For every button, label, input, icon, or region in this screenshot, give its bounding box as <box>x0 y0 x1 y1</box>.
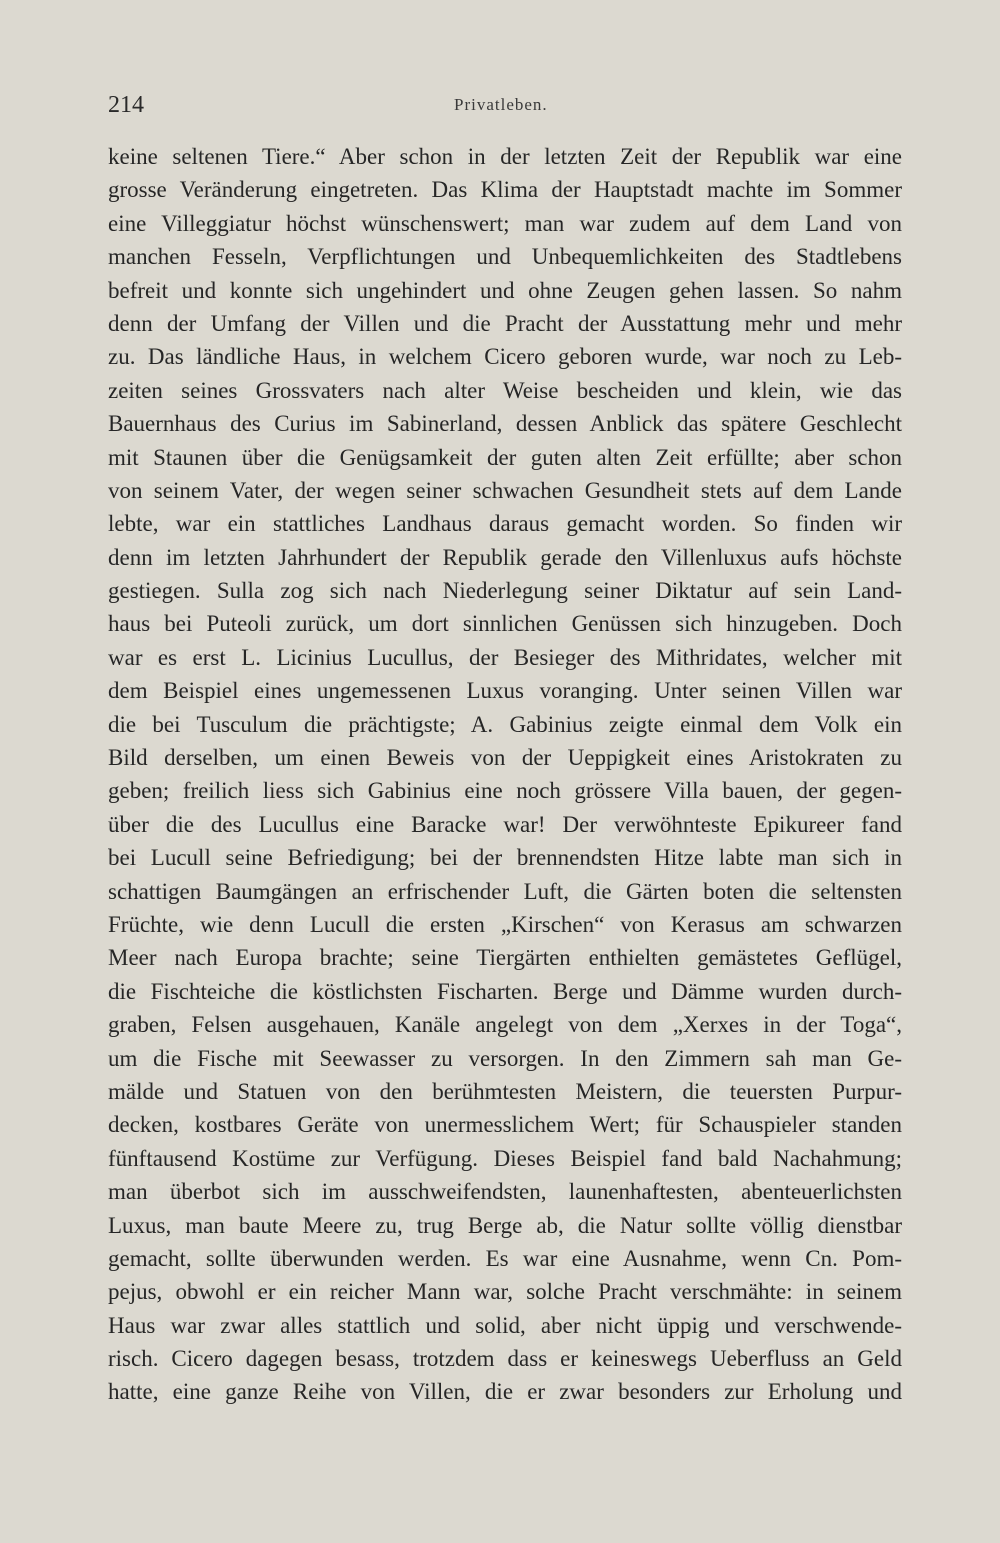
text-line: haus bei Puteoli zurück, um dort sinnlichen Genüssen sich hinzugeben. Doch <box>108 611 902 637</box>
text-line: zu. Das ländliche Haus, in welchem Cicero geboren wurde, war noch zu Leb- <box>108 344 902 370</box>
text-line: denn der Umfang der Villen und die Pracht der Ausstattung mehr und mehr <box>108 310 902 336</box>
text-line: gemacht, sollte überwunden werden. Es war eine Ausnahme, wenn Cn. Pom- <box>108 1245 902 1271</box>
text-line: zeiten seines Grossvaters nach alter Weise bescheiden und klein, wie das <box>108 377 902 403</box>
text-line: um die Fische mit Seewasser zu versorgen. In den Zimmern sah man Ge- <box>108 1045 902 1071</box>
text-line: befreit und konnte sich ungehindert und ohne Zeugen gehen lassen. So nahm <box>108 277 902 303</box>
text-line: dem Beispiel eines ungemessenen Luxus voranging. Unter seinen Villen war <box>108 678 902 704</box>
text-line: lebte, war ein stattliches Landhaus daraus gemacht worden. So finden wir <box>108 511 902 537</box>
text-line: Haus war zwar alles stattlich und solid, aber nicht üppig und verschwende- <box>108 1312 902 1338</box>
text-line: die bei Tusculum die prächtigste; A. Gabinius zeigte einmal dem Volk ein <box>108 711 902 737</box>
text-line: Bild derselben, um einen Beweis von der Ueppigkeit eines Aristokraten zu <box>108 745 902 771</box>
text-line: man überbot sich im ausschweifendsten, launenhaftesten, abenteuerlichsten <box>108 1179 902 1205</box>
text-line: über die des Lucullus eine Baracke war! Der verwöhnteste Epikureer fand <box>108 811 902 837</box>
text-line: mit Staunen über die Genügsamkeit der guten alten Zeit erfüllte; aber schon <box>108 444 902 470</box>
text-line: Früchte, wie denn Lucull die ersten „Kirschen“ von Kerasus am schwarzen <box>108 911 902 937</box>
body-text <box>108 140 902 1409</box>
text-line: decken, kostbares Geräte von unermesslichem Wert; für Schauspieler standen <box>108 1112 902 1138</box>
page-header <box>108 88 902 122</box>
page-number: 214 <box>108 92 144 118</box>
running-head: Privatleben. <box>454 95 548 114</box>
text-line: gestiegen. Sulla zog sich nach Niederlegung seiner Diktatur auf sein Land- <box>108 578 902 604</box>
text-line: keine seltenen Tiere.“ Aber schon in der letzten Zeit der Republik war eine <box>108 144 902 169</box>
text-line: grosse Veränderung eingetreten. Das Klima der Hauptstadt machte im Sommer <box>108 177 902 203</box>
text-line: war es erst L. Licinius Lucullus, der Besieger des Mithridates, welcher mit <box>108 644 902 670</box>
text-line: manchen Fesseln, Verpflichtungen und Unbequemlichkeiten des Stadtlebens <box>108 244 902 270</box>
text-line: Meer nach Europa brachte; seine Tiergärten enthielten gemästetes Geflügel, <box>108 945 902 971</box>
text-line: risch. Cicero dagegen besass, trotzdem dass er keineswegs Ueberfluss an Geld <box>108 1346 902 1372</box>
text-line: pejus, obwohl er ein reicher Mann war, solche Pracht verschmähte: in seinem <box>108 1279 902 1305</box>
text-line: eine Villeggiatur höchst wünschenswert; man war zudem auf dem Land von <box>108 210 902 236</box>
text-line: graben, Felsen ausgehauen, Kanäle angelegt von dem „Xerxes in der Toga“, <box>108 1012 902 1038</box>
text-line: von seinem Vater, der wegen seiner schwachen Gesundheit stets auf dem Lande <box>108 477 902 503</box>
text-line: denn im letzten Jahrhundert der Republik gerade den Villenluxus aufs höchste <box>108 544 902 570</box>
text-line: geben; freilich liess sich Gabinius eine noch grössere Villa bauen, der gegen- <box>108 778 902 804</box>
text-line: fünftausend Kostüme zur Verfügung. Dieses Beispiel fand bald Nachahmung; <box>108 1145 902 1171</box>
text-line: schattigen Baumgängen an erfrischender Luft, die Gärten boten die seltensten <box>108 878 902 904</box>
text-line: die Fischteiche die köstlichsten Fischarten. Berge und Dämme wurden durch- <box>108 978 902 1004</box>
text-line: mälde und Statuen von den berühmtesten Meistern, die teuersten Purpur- <box>108 1078 902 1104</box>
text-line: Luxus, man baute Meere zu, trug Berge ab, die Natur sollte völlig dienstbar <box>108 1212 902 1238</box>
text-line: Bauernhaus des Curius im Sabinerland, dessen Anblick das spätere Geschlecht <box>108 411 902 437</box>
text-line: hatte, eine ganze Reihe von Villen, die er zwar besonders zur Erholung und <box>108 1379 902 1405</box>
text-line: bei Lucull seine Befriedigung; bei der brennendsten Hitze labte man sich in <box>108 845 902 871</box>
